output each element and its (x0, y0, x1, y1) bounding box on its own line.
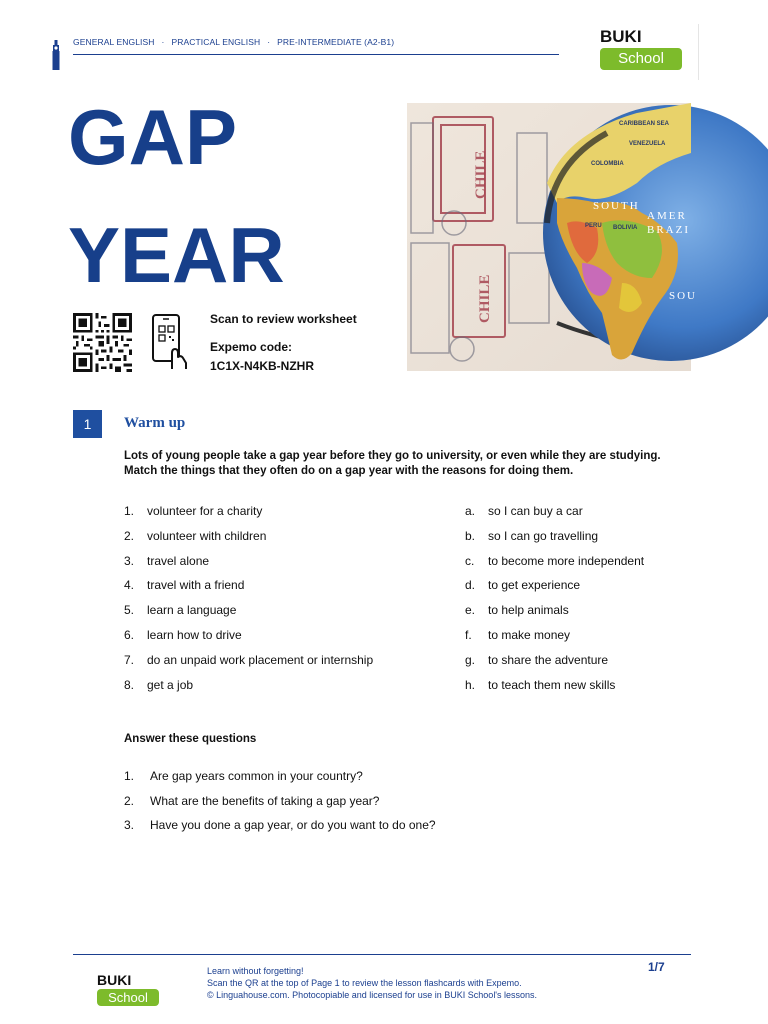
item-text: to share the adventure (488, 652, 609, 667)
item-text: volunteer with children (147, 528, 267, 543)
section-instructions: Lots of young people take a gap year before they go to university, or even while they are studying. Match the things that they often do on a gap year with the reasons for doing them. (124, 450, 661, 477)
globe-label-bolivia: BOLIVIA (613, 225, 638, 231)
stamp-chile-2: CHILE (477, 274, 493, 323)
item-number: 4. (124, 578, 135, 593)
item-letter: a. (465, 504, 476, 518)
item-letter: h. (465, 677, 476, 692)
page-number: 1/7 (648, 960, 665, 974)
item-text: learn how to drive (147, 627, 242, 642)
item-text: get a job (147, 677, 194, 692)
globe-label-colombia: COLOMBIA (591, 161, 624, 167)
item-letter: b. (465, 528, 476, 543)
item-text: do an unpaid work placement or internship (147, 652, 374, 667)
activity-item (124, 499, 373, 524)
globe-label-amer: AMER (647, 210, 687, 222)
activity-item (124, 524, 373, 549)
expemo-code-value: 1C1X-N4KB-NZHR (210, 359, 315, 373)
item-text: to help animals (488, 603, 569, 618)
item-text: learn a language (147, 603, 237, 618)
reasons-list (465, 499, 644, 697)
header-divider (73, 54, 559, 55)
item-text: Are gap years common in your country? (150, 769, 363, 783)
item-text: to become more independent (488, 553, 645, 568)
stamp-chile-1: CHILE (473, 150, 489, 199)
globe-label-south: SOUTH (593, 200, 640, 212)
reason-item (465, 623, 644, 648)
item-number: 1. (124, 504, 135, 518)
page-title-line-2: YEAR (68, 211, 285, 299)
phone-scan-icon (150, 313, 190, 371)
item-number: 3. (124, 553, 135, 568)
item-text: What are the benefits of taking a gap year? (150, 793, 380, 808)
activity-item (124, 598, 373, 623)
item-number: 3. (124, 818, 135, 832)
buki-school-logo-footer (97, 973, 167, 1011)
item-number: 2. (124, 528, 135, 543)
item-text: volunteer for a charity (147, 504, 263, 518)
breadcrumb-item[interactable]: PRE-INTERMEDIATE (A2-B1) (277, 37, 395, 47)
item-text: to get experience (488, 578, 581, 593)
reason-item (465, 499, 644, 524)
activity-item (124, 549, 373, 574)
item-text: travel alone (147, 553, 210, 568)
logo-pill: School (600, 48, 682, 70)
item-text: travel with a friend (147, 578, 245, 593)
breadcrumb (73, 37, 394, 47)
activity-item (124, 573, 373, 598)
globe-label-caribbean: CARIBBEAN SEA (619, 121, 670, 127)
tower-icon (51, 40, 61, 70)
item-letter: c. (465, 553, 475, 568)
globe-label-venezuela: VENEZUELA (629, 141, 666, 147)
buki-school-logo (600, 28, 686, 76)
footer-tagline: Learn without forgetting! (207, 966, 304, 976)
item-number: 5. (124, 603, 135, 618)
header-vertical-divider (698, 24, 699, 80)
item-letter: e. (465, 603, 476, 618)
logo-pill: School (97, 989, 159, 1006)
activity-item (124, 648, 373, 673)
activity-item (124, 623, 373, 648)
reason-item (465, 524, 644, 549)
logo-word: BUKI (97, 972, 132, 988)
page-title-line-1: GAP (68, 93, 238, 181)
reason-item (465, 573, 644, 598)
reason-item (465, 598, 644, 623)
item-number: 7. (124, 652, 135, 667)
question-item (124, 789, 436, 814)
item-text: so I can buy a car (488, 504, 583, 518)
item-text: so I can go travelling (488, 528, 599, 543)
footer-instruction: Scan the QR at the top of Page 1 to review the lesson flashcards with Expemo. (207, 978, 522, 988)
item-number: 2. (124, 793, 135, 808)
hero-image-passport-globe (407, 103, 698, 371)
footer-divider (73, 954, 691, 955)
activities-list (124, 499, 373, 697)
item-number: 8. (124, 677, 135, 692)
globe-label-brazi: BRAZI (647, 224, 690, 236)
reason-item (465, 549, 644, 574)
question-item (124, 764, 436, 789)
footer-text (207, 965, 537, 1001)
breadcrumb-separator: · (267, 37, 271, 47)
item-number: 6. (124, 627, 135, 642)
item-letter: f. (465, 627, 472, 642)
item-text: to make money (488, 627, 571, 642)
section-number-badge: 1 (73, 410, 102, 438)
globe-label-sou: SOU (669, 290, 698, 302)
item-number: 1. (124, 769, 135, 783)
question-item (124, 813, 436, 838)
breadcrumb-item[interactable]: GENERAL ENGLISH (73, 37, 155, 47)
activity-item (124, 673, 373, 698)
questions-list (124, 764, 436, 838)
item-text: to teach them new skills (488, 677, 616, 692)
scan-label: Scan to review worksheet (210, 312, 357, 326)
section-title: Warm up (124, 415, 186, 431)
globe-label-peru: PERU (585, 223, 602, 229)
questions-heading: Answer these questions (124, 733, 257, 745)
reason-item (465, 648, 644, 673)
item-letter: g. (465, 652, 476, 667)
breadcrumb-item[interactable]: PRACTICAL ENGLISH (171, 37, 261, 47)
breadcrumb-separator: · (161, 37, 165, 47)
item-text: Have you done a gap year, or do you want to do one? (150, 818, 436, 832)
item-letter: d. (465, 578, 476, 593)
logo-word: BUKI (600, 27, 642, 46)
qr-code-icon (73, 313, 132, 372)
footer-copyright: © Linguahouse.com. Photocopiable and licensed for use in BUKI School's lessons. (207, 990, 538, 1000)
expemo-code-label: Expemo code: (210, 340, 293, 354)
reason-item (465, 673, 644, 698)
